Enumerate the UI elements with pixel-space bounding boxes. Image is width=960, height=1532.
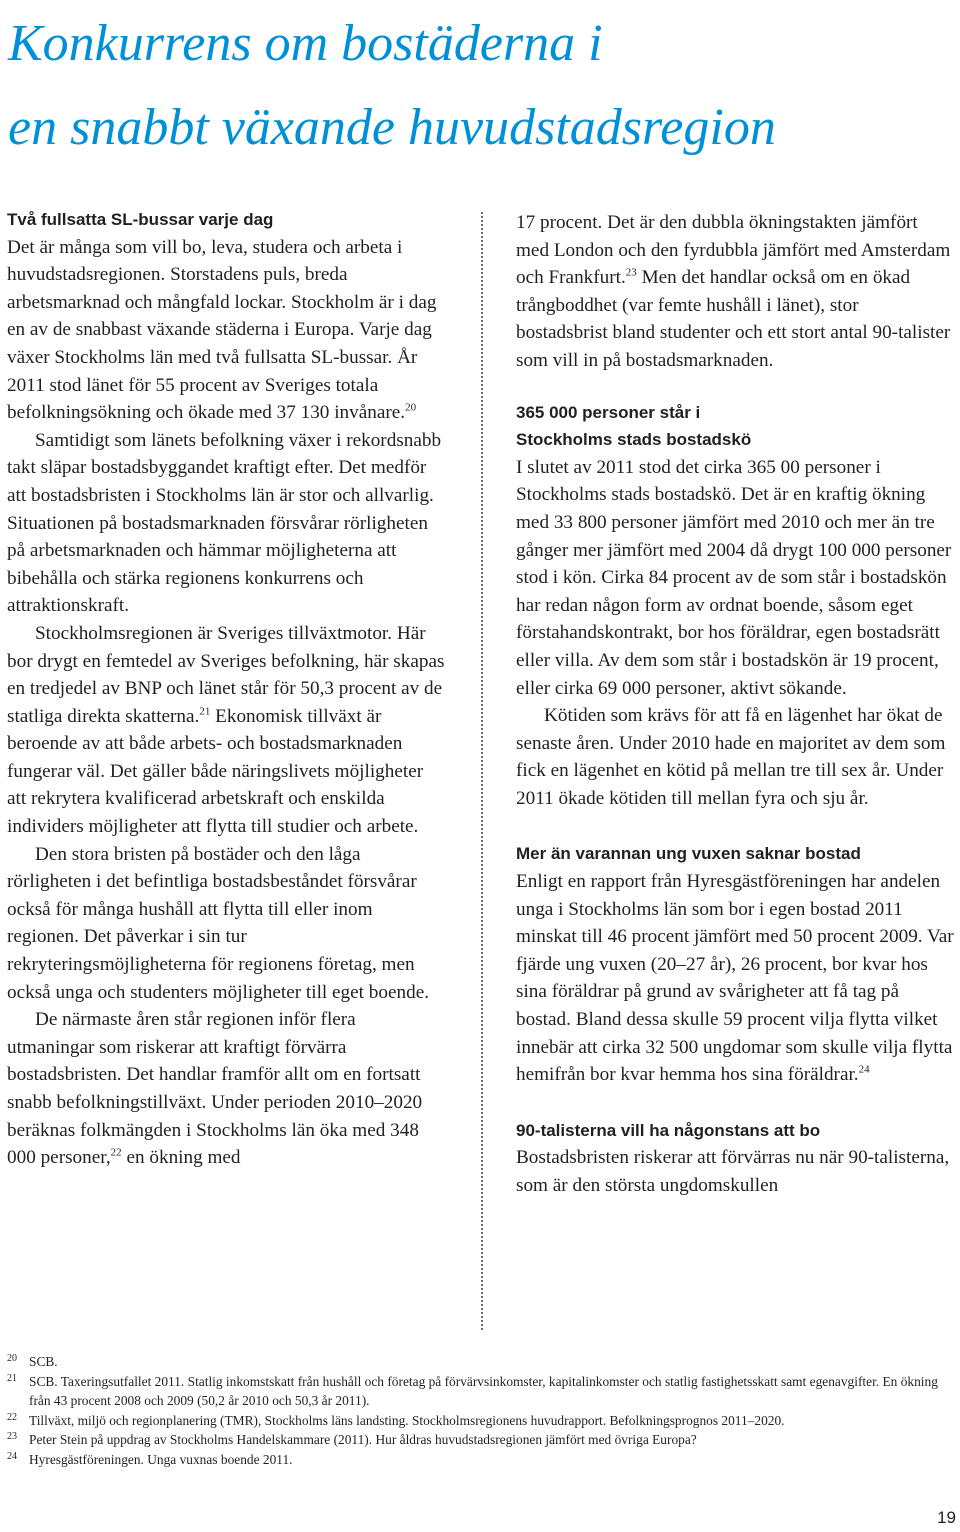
paragraph: Den stora bristen på bostäder och den låga rörligheten i det befintliga bostadsbeståndet försvårar också för många hushåll att flytta till eller inom regionen. Det påverkar i sin tur rekryteringsmöjligheterna för regionens företag, men också unga och studenters möjligheter till eget boende. bbox=[7, 843, 430, 1003]
footnote: 21 SCB. Taxeringsutfallet 2011. Statlig inkomstskatt från hushåll och företag på förvärvsinkomster, kapitalinkomster och statlig fastighetsskatt samt egenavgifter. En ökning från 43 procent 2008 och 2009 (50,2 år 2010 och 50,3 år 2011). bbox=[7, 1372, 938, 1409]
paragraph: Samtidigt som länets befolkning växer i rekordsnabb takt släpar bostadsbyggandet kraftigt efter. Det medför att bostadsbristen i Stockholms län är stor och allvarlig. Situationen på bostadsmarknaden försvårar rörligheten på arbetsmarknaden och hämmar möjligheterna att bibehålla och stärka regionens konkurrens och attraktionskraft. bbox=[7, 429, 442, 617]
footnote-ref: 22 bbox=[110, 1146, 122, 1159]
footnote: 24 Hyresgästföreningen. Unga vuxnas boende 2011. bbox=[7, 1450, 293, 1467]
footnote-ref: 21 bbox=[199, 705, 211, 718]
section-heading-queue: 365 000 personer står i Stockholms stads bostadskö bbox=[516, 402, 752, 450]
footnote-ref: 23 bbox=[625, 266, 637, 279]
paragraph: De närmaste åren står regionen inför flera utmaningar som riskerar att kraftigt förvärra bostadsbristen. Det handlar framför allt om en fortsatt snabb befolkningstillväxt. Under perioden 2010–2020 beräknas folkmängden i Stockholms län öka med 348 000 personer,$^{22}$ en ökning med bbox=[7, 1009, 423, 1169]
footnotes bbox=[7, 1352, 947, 1470]
title-line-1: Konkurrens om bostäderna i bbox=[8, 15, 603, 72]
right-column bbox=[516, 209, 954, 1200]
paragraph: Kötiden som krävs för att få en lägenhet har ökat de senaste åren. Under 2010 hade en majoritet av dem som fick en lägenhet en kötid på mellan tre till sex år. Under 2011 ökade kötiden till mellan fyra och sju år. bbox=[516, 705, 946, 809]
section-heading-young-adults: Mer än varannan ung vuxen saknar bostad bbox=[516, 844, 861, 864]
footnote: 22 Tillväxt, miljö och regionplanering (TMR), Stockholms läns landsting. Stockholmsregionens huvudrapport. Befolkningsprognos 2011–2020. bbox=[7, 1411, 785, 1428]
page-number: 19 bbox=[937, 1508, 956, 1527]
section-heading-buses: Två fullsatta SL-bussar varje dag bbox=[7, 210, 274, 229]
title-line-2: en snabbt växande huvudstadsregion bbox=[8, 99, 776, 156]
footnote: 20 SCB. bbox=[7, 1353, 58, 1369]
paragraph: 17 procent. Det är den dubbla ökningstakten jämfört med London och den fyrdubbla jämfört med Amsterdam och Frankfurt.$^{23}$ Men det handlar också om en ökad trångboddhet (var femte hushåll i länet), stor bostadsbrist bland studenter och ett stort antal 90-talister som vill in på bostadsmarknaden. bbox=[516, 212, 951, 371]
footnote-ref: 20 bbox=[405, 401, 417, 414]
section-heading-90-talister: 90-talisterna vill ha någonstans att bo bbox=[516, 1120, 821, 1140]
paragraph: Bostadsbristen riskerar att förvärras nu när 90-talisterna, som är den största ungdomskullen bbox=[516, 1147, 950, 1196]
footnote: 23 Peter Stein på uppdrag av Stockholms Handelskammare (2011). Hur åldras huvudstadsregionen jämfört med övriga Europa? bbox=[7, 1431, 697, 1448]
paragraph: Enligt en rapport från Hyresgästföreningen har andelen unga i Stockholms län som bor i egen bostad 2011 minskat till 46 procent jämfört med 50 procent 2009. Var fjärde ung vuxen (20–27 år), 26 procent, bor kvar hos sina föräldrar på grund av svårigheter att få tag på bostad. Bland dessa skulle 59 procent vilja flytta vilket innebär att cirka 32 500 ungdomar som skulle vilja flytta hemifrån bor kvar hemma hos sina föräldrar.$^{24}$ bbox=[516, 871, 954, 1086]
page-title bbox=[8, 2, 948, 170]
paragraph: Stockholmsregionen är Sveriges tillväxtmotor. Här bor drygt en femtedel av Sveriges befolkning, här skapas en tredjedel av BNP och länet står för 50,3 procent av de statliga direkta skatterna.$^{21}$ Ekonomisk tillväxt är beroende av att både arbets- och bostadsmarknaden fungerar väl. Det gäller både näringslivets möjligheter att rekrytera kvalificerad arbetskraft och enskilda individers möjligheter att flytta till studier och arbete. bbox=[7, 622, 445, 838]
paragraph: Det är många som vill bo, leva, studera och arbeta i huvudstadsregionen. Storstadens puls, breda arbetsmarknad och mångfald lockar. Stockholm är i dag en av de snabbast växande städerna i Europa. Varje dag växer Stockholms län med två fullsatta SL-bussar. År 2011 stod länet för 55 procent av Sveriges totala befolkningsökning och ökade med 37 130 invånare.$^{20}$ bbox=[7, 236, 437, 424]
left-column bbox=[7, 206, 447, 1172]
paragraph: I slutet av 2011 stod det cirka 365 00 personer i Stockholms stads bostadskö. Det är en kraftig ökning med 33 800 personer jämfört med 2010 och mer än tre gånger mer jämfört med 2004 då drygt 100 000 personer stod i kön. Cirka 84 procent av de som står i bostadskön har redan någon form av ordnat boende, såsom eget förstahandskontrakt, bor hos föräldrar, egen bostadsrätt eller villa. Av dem som står i bostadskön är 19 procent, eller cirka 69 000 personer, aktivt sökande. bbox=[516, 456, 952, 699]
column-divider bbox=[481, 212, 483, 1330]
footnote-ref: 24 bbox=[858, 1063, 870, 1076]
